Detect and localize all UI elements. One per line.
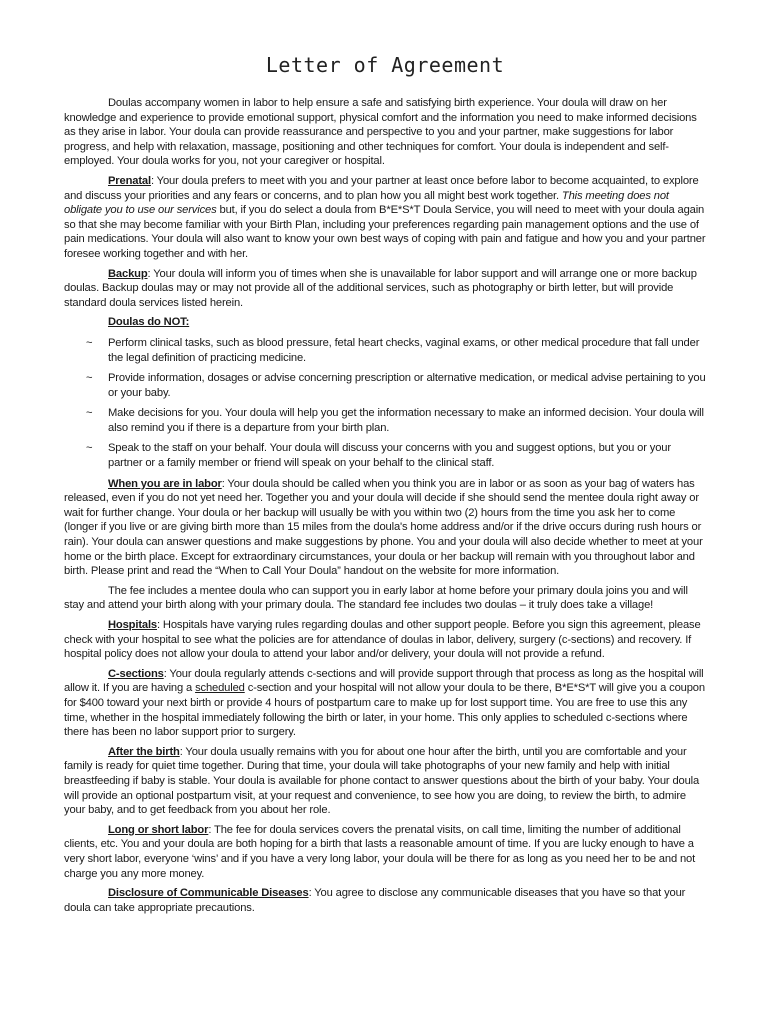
csections-heading: C-sections [108,667,164,680]
after-birth-paragraph [64,745,706,818]
list-item-text: Speak to the staff on your behalf. Your doula will discuss your concerns with you and suggest options, but you or your partner or a family member or friend will speak on your behalf to the clinical staff. [108,442,671,470]
document-body [64,96,706,920]
list-item-text: Perform clinical tasks, such as blood pressure, fetal heart checks, vaginal exams, or other medical procedure that fall under the legal definition of practicing medicine. [108,336,700,364]
backup-paragraph [64,267,706,311]
disclosure-paragraph [64,886,706,915]
labor-text: : Your doula should be called when you think you are in labor or as soon as your bag of waters has released, even if you do not yet need her. Together you and your doula will decide if she should send the mentee doula right away or wait for further change. Your doula or her backup will usually be with you within two (2) hours from the time you ask her to come (longer if you live or are giving birth more than 15 miles from the doula's home address and/or if the drive occurs during rush hours or rain). Your doula can answer questions and make suggestions by phone. You and your doula will also decide whether to meet at your home or the birth place. Except for extraordinary circumstances, your doula or her backup will remain with you throughout labor and birth. Please print and read the “When to Call Your Doula” handout on the website for more information. [64,477,703,578]
after-birth-text: : Your doula usually remains with you for about one hour after the birth, until you are comfortable and your family is ready for quiet time together. During that time, your doula will take photographs of your new family and help with initial breastfeeding if baby is stable. Your doula is available for phone contact to answer questions about the birth of your baby. Your doula will provide an optional postpartum visit, at your request and convenience, to see how you are doing, to review the birth, to admire your baby, and to get feedback from you about her role. [64,745,700,817]
backup-text: : Your doula will inform you of times when she is unavailable for labor support and will arrange one or more backup doulas. Backup doulas may or may not provide all of the additional services, such as photography or birth letter, but will provide standard doula services listed herein. [64,267,697,309]
tilde-bullet: ~ [86,336,93,349]
list-item [64,371,706,400]
doulas-do-not-list [64,336,706,471]
csections-text-2: c-section and your hospital will not allow your doula to be there, B*E*S*T will give you a coupon for $400 toward your next birth or provide 4 hours of postpartum care to make up for lost support time. You are free to use this any time, whether in the hospital immediately following the birth or later, in your home. This only applies to scheduled c-sections where there has been no labor support prior to surgery. [64,682,705,739]
disclosure-heading: Disclosure of Communicable Diseases [108,887,309,900]
scheduled-underlined: scheduled [195,682,245,695]
backup-heading: Backup [108,267,148,280]
fee-paragraph: The fee includes a mentee doula who can support you in early labor at home before your primary doula joins you and will stay and attend your birth along with your primary doula. The standard fee includes two doulas – it truly does take a village! [64,584,688,612]
csections-paragraph [64,667,706,740]
prenatal-paragraph [64,174,706,262]
tilde-bullet: ~ [86,407,93,420]
after-birth-heading: After the birth [108,745,180,758]
long-short-heading: Long or short labor [108,823,209,836]
prenatal-text-2: but, if you do select a doula from B*E*S*T Doula Service, you will need to meet with your doula again so that she may become familiar with your Birth Plan, including your preferences regarding pain management options and the use of pain medications. Your doula will also want to know your own best ways of coping with pain and fatigue and how you and your partner foresee working together and with her. [64,204,706,260]
list-item [64,441,706,470]
page-title: Letter of Agreement [265,53,505,77]
long-short-paragraph [64,823,706,881]
labor-heading: When you are in labor [108,477,222,490]
prenatal-text-1: : Your doula prefers to meet with you and your partner at least once before labor to become acquainted, to explore and discuss your priorities and any fears or concerns, and to plan how you all might best work together. [64,174,699,202]
list-item [64,336,706,365]
long-short-text: : The fee for doula services covers the prenatal visits, on call time, limiting the number of additional clients, etc. You and your doula are both hoping for a birth that lasts a reasonable amount of time. If you are lucky enough to have a very short labor, everyone ‘wins’ and if you have a very long labor, your doula will be there for as long as you need her to be and not charge you any more money. [64,823,696,880]
prenatal-italic-note: This meeting does not obligate you to use our services [64,189,669,217]
disclosure-text: : You agree to disclose any communicable diseases that you have so that your doula can take appropriate precautions. [64,887,686,914]
tilde-bullet: ~ [86,372,93,385]
labor-paragraph [64,477,706,579]
doulas-do-not-heading: Doulas do NOT: [108,316,190,329]
intro-paragraph: Doulas accompany women in labor to help ensure a safe and satisfying birth experience. Your doula will draw on her knowledge and experience to provide emotional support, physical comfort and the information you need to make informed decisions as they arise in labor. Your doula can provide reassurance and perspective to you and your partner, make suggestions for labor progress, and help with relaxation, massage, positioning and other techniques for comfort. Your doula is independent and self-employed. Your doula works for you, not your caregiver or hospital. [64,97,697,168]
hospitals-heading: Hospitals [108,619,158,631]
prenatal-heading: Prenatal [108,174,151,187]
hospitals-text: : Hospitals have varying rules regarding doulas and other support people. Before you sign this agreement, please check with your hospital to see what the policies are for attendance of doulas in labor, delivery, surgery (c-sections) and recovery. If hospital policy does not allow your doula to attend your labor and/or delivery, your doula will not provide a refund. [64,619,701,661]
list-item [64,406,706,435]
list-item-text: Provide information, dosages or advise concerning prescription or alternative medication, or medical advise pertaining to you or your baby. [108,372,706,399]
csections-text-1: : Your doula regularly attends c-sections and will provide support through that process as long as the hospital will allow it. If you are having a [64,667,704,695]
tilde-bullet: ~ [86,442,93,455]
hospitals-paragraph [64,618,706,662]
list-item-text: Make decisions for you. Your doula will help you get the information necessary to make an informed decision. Your doula will also remind you if there is a departure from your birth plan. [108,407,704,434]
